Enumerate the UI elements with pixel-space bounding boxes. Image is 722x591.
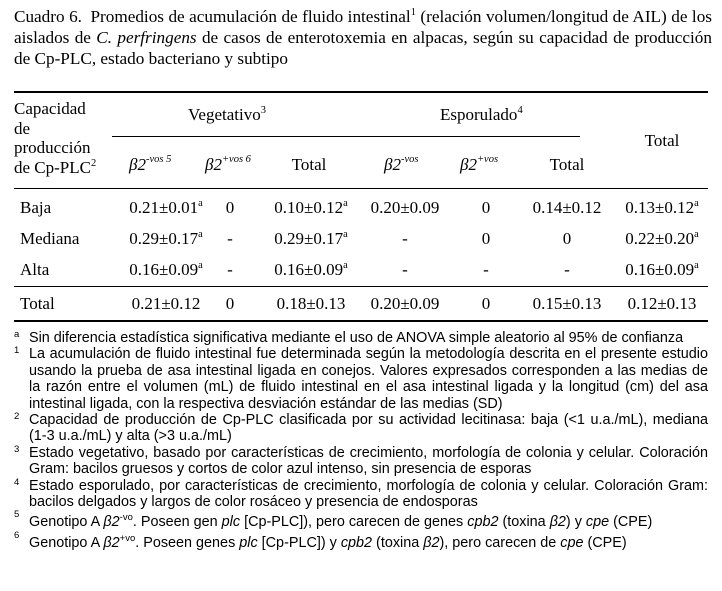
footnote: 2 Capacidad de producción de Cp-PLC clasificada por su actividad lecitinasa: baja (<1 u.a./mL), mediana (1-3 u.a./mL) y alta (>3 u.a./mL)	[14, 411, 708, 445]
row-label: Alta	[20, 260, 50, 279]
veg-total-cell: 0.16±0.09$^a$	[274, 260, 348, 279]
header-bottom-rule	[14, 188, 708, 189]
veg-total-cell: 0.29±0.17$^a$	[274, 229, 348, 248]
caption-text-part1: Promedios de acumulación de fluido intestinal	[90, 7, 411, 26]
table-top-rule	[14, 91, 708, 93]
esp-pos-cell: 0	[481, 229, 491, 248]
footnote: 3 Estado vegetativo, basado por características de crecimiento, morfología de colonia y celular. Coloración Gram: bacilos gruesos y cortos de color azul intenso, sin presencia de esporas	[14, 443, 708, 478]
vegetativo-header: Vegetativo$^3$	[188, 105, 266, 124]
caption-label: Cuadro 6.	[14, 7, 82, 26]
esp-total-header: Total	[549, 155, 585, 174]
veg-pos-cell: 0	[225, 294, 235, 313]
veg-neg-cell: 0.21±0.01$^a$	[129, 198, 203, 217]
footnote-genotype: 5 Genotipo A $\beta 2^{-vo}$. Poseen gen plc [Cp-PLC]), pero carecen de genes cpb2 (toxina β2) y cpe (CPE)	[14, 509, 653, 531]
esp-total-cell: 0.14±0.12	[532, 198, 602, 217]
caption-species: C. perfringens	[96, 28, 197, 47]
table-caption	[14, 6, 712, 69]
esp-total-cell: 0	[562, 229, 572, 248]
esp-pos-cell: 0	[481, 198, 491, 217]
esp-pos-cell: 0	[481, 294, 491, 313]
row-label: Mediana	[20, 229, 80, 248]
total-cell: 0.16±0.09$^a$	[625, 260, 699, 279]
veg-total-cell: 0.18±0.13	[276, 294, 346, 313]
caption-footnote-ref: 1	[410, 7, 416, 18]
veg-neg-cell: 0.21±0.12	[131, 294, 201, 313]
esp-total-cell: 0.15±0.13	[532, 294, 602, 313]
esporulado-header: Esporulado$^4$	[440, 105, 523, 124]
footnote: 1 La acumulación de fluido intestinal fue determinada según la metodología descrita en el presente estudio usando la prueba de asa intestinal ligada en conejos. Valores expresados corresponden a las medias de la razón entre el volumen (mL) de fluido intestinal en el asa intestinal ligada y la longitud (cm) del asa intestinal ligada, con la respectiva desviación estándar de las medias (SD)	[14, 345, 708, 412]
veg-pos-cell: -	[227, 260, 233, 279]
table-bottom-rule	[14, 320, 708, 322]
esp-pos-cell: -	[483, 260, 489, 279]
esp-neg-cell: 0.20±0.09	[370, 198, 440, 217]
veg-beta2-neg-header: $\beta 2^{-vos 5}$	[129, 154, 172, 174]
caption-text-part2: (relación volumen/longitud de AIL) de los aislados de	[14, 7, 712, 47]
footnote: a Sin diferencia estadística significativa mediante el uso de ANOVA simple aleatorio al 95% de confianza	[14, 329, 684, 346]
esp-neg-cell: -	[402, 229, 408, 248]
veg-neg-cell: 0.29±0.17$^a$	[129, 229, 203, 248]
total-cell: 0.12±0.13	[627, 294, 697, 313]
row-label: Total	[20, 294, 55, 313]
veg-neg-cell: 0.16±0.09$^a$	[129, 260, 203, 279]
veg-beta2-pos-header: $\beta 2^{+vos 6}$	[205, 154, 251, 174]
total-row-rule	[14, 286, 708, 287]
group-header-rule	[112, 136, 580, 137]
caption-text-part3: de casos de enterotoxemia en alpacas, según su capacidad de producción de Cp-PLC, estado bacteriano y subtipo	[14, 28, 712, 68]
footnote-genotype: 6 Genotipo A $\beta 2^{+vo}$. Poseen genes plc [Cp-PLC]) y cpb2 (toxina β2), pero carecen de cpe (CPE)	[14, 529, 627, 551]
footnote: 4 Estado esporulado, por características de crecimiento, morfología de colonia y celular. Coloración Gram: bacilos delgados y largos de color rosáceo y presencia de endosporas	[14, 476, 708, 511]
veg-total-cell: 0.10±0.12$^a$	[274, 198, 348, 217]
esp-total-cell: -	[564, 260, 570, 279]
total-column-header: Total	[644, 131, 680, 150]
row-label: Baja	[20, 198, 52, 217]
total-cell: 0.22±0.20$^a$	[625, 229, 699, 248]
veg-total-header: Total	[291, 155, 327, 174]
esp-neg-cell: -	[402, 260, 408, 279]
row-label-header: Capacidad de producción de Cp-PLC$^2$	[14, 99, 97, 177]
veg-pos-cell: -	[227, 229, 233, 248]
esp-beta2-neg-header: $\beta 2^{-vos}$	[384, 154, 419, 174]
veg-pos-cell: 0	[225, 198, 235, 217]
table-footnotes	[14, 330, 708, 551]
esp-beta2-pos-header: $\beta 2^{+vos}$	[460, 154, 499, 174]
esp-neg-cell: 0.20±0.09	[370, 294, 440, 313]
total-cell: 0.13±0.12$^a$	[625, 198, 699, 217]
